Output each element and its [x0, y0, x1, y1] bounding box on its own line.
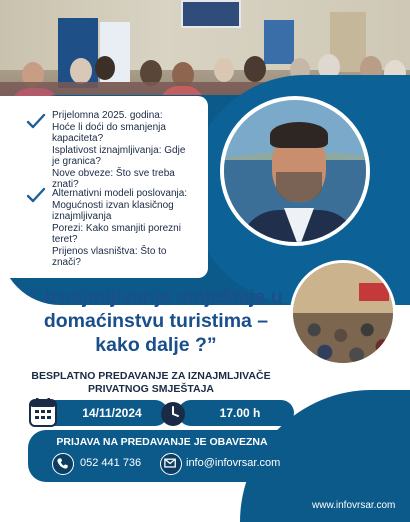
checkmark-icon	[26, 112, 46, 132]
subtitle-line: BESPLATNO PREDAVANJE ZA IZNAJMLJIVAČE	[31, 370, 271, 382]
checkmark-icon	[26, 186, 46, 206]
clock-icon	[160, 401, 186, 427]
title-line: kako dalje ?”	[95, 334, 217, 356]
topic-line: Hoće li doći do smanjenja	[52, 121, 166, 133]
website-link[interactable]: www.infovrsar.com	[312, 500, 396, 511]
title-line: “ Iznajmljivanje smještaja u	[29, 286, 283, 308]
phone-number[interactable]: 052 441 736	[80, 457, 142, 469]
phone-icon	[52, 453, 74, 475]
topic-line: Alternativni modeli poslovanja:	[52, 188, 188, 199]
title-line: domaćinstvu turistima –	[43, 310, 269, 332]
event-date: 14/11/2024	[82, 406, 142, 420]
topic-line: Mogućnosti izvan klasičnog	[52, 199, 174, 211]
topic-line: kapaciteta?	[52, 133, 104, 144]
topic-line: znači?	[52, 257, 81, 268]
envelope-icon	[160, 453, 182, 475]
topic-line: je granica?	[52, 156, 101, 167]
subtitle-line: PRIVATNOG SMJEŠTAJA	[87, 383, 214, 395]
date-pill	[40, 400, 168, 426]
topic-line: Porezi: Kako smanjiti porezni	[52, 222, 181, 234]
topic-line: Prijenos vlasništva: Što to	[52, 245, 167, 257]
calendar-icon	[28, 398, 58, 428]
topic-line: iznajmljivanja	[52, 211, 112, 222]
event-time: 17.00 h	[219, 406, 261, 420]
topic-line: Prijelomna 2025. godina:	[52, 110, 163, 121]
registration-heading: PRIJAVA NA PREDAVANJE JE OBAVEZNA	[56, 436, 268, 448]
event-subtitle	[26, 370, 276, 396]
lecture-photo	[290, 260, 396, 366]
event-title	[26, 285, 286, 357]
speaker-portrait	[220, 96, 370, 246]
email-address[interactable]: info@infovrsar.com	[186, 457, 281, 469]
topic-line: teret?	[52, 234, 78, 245]
topic-line: Isplativost iznajmljivanja: Gdje	[52, 144, 186, 156]
time-pill	[178, 400, 294, 426]
topic-line: Nove obveze: Što sve treba	[52, 167, 175, 179]
topic-line: znati?	[52, 179, 79, 190]
